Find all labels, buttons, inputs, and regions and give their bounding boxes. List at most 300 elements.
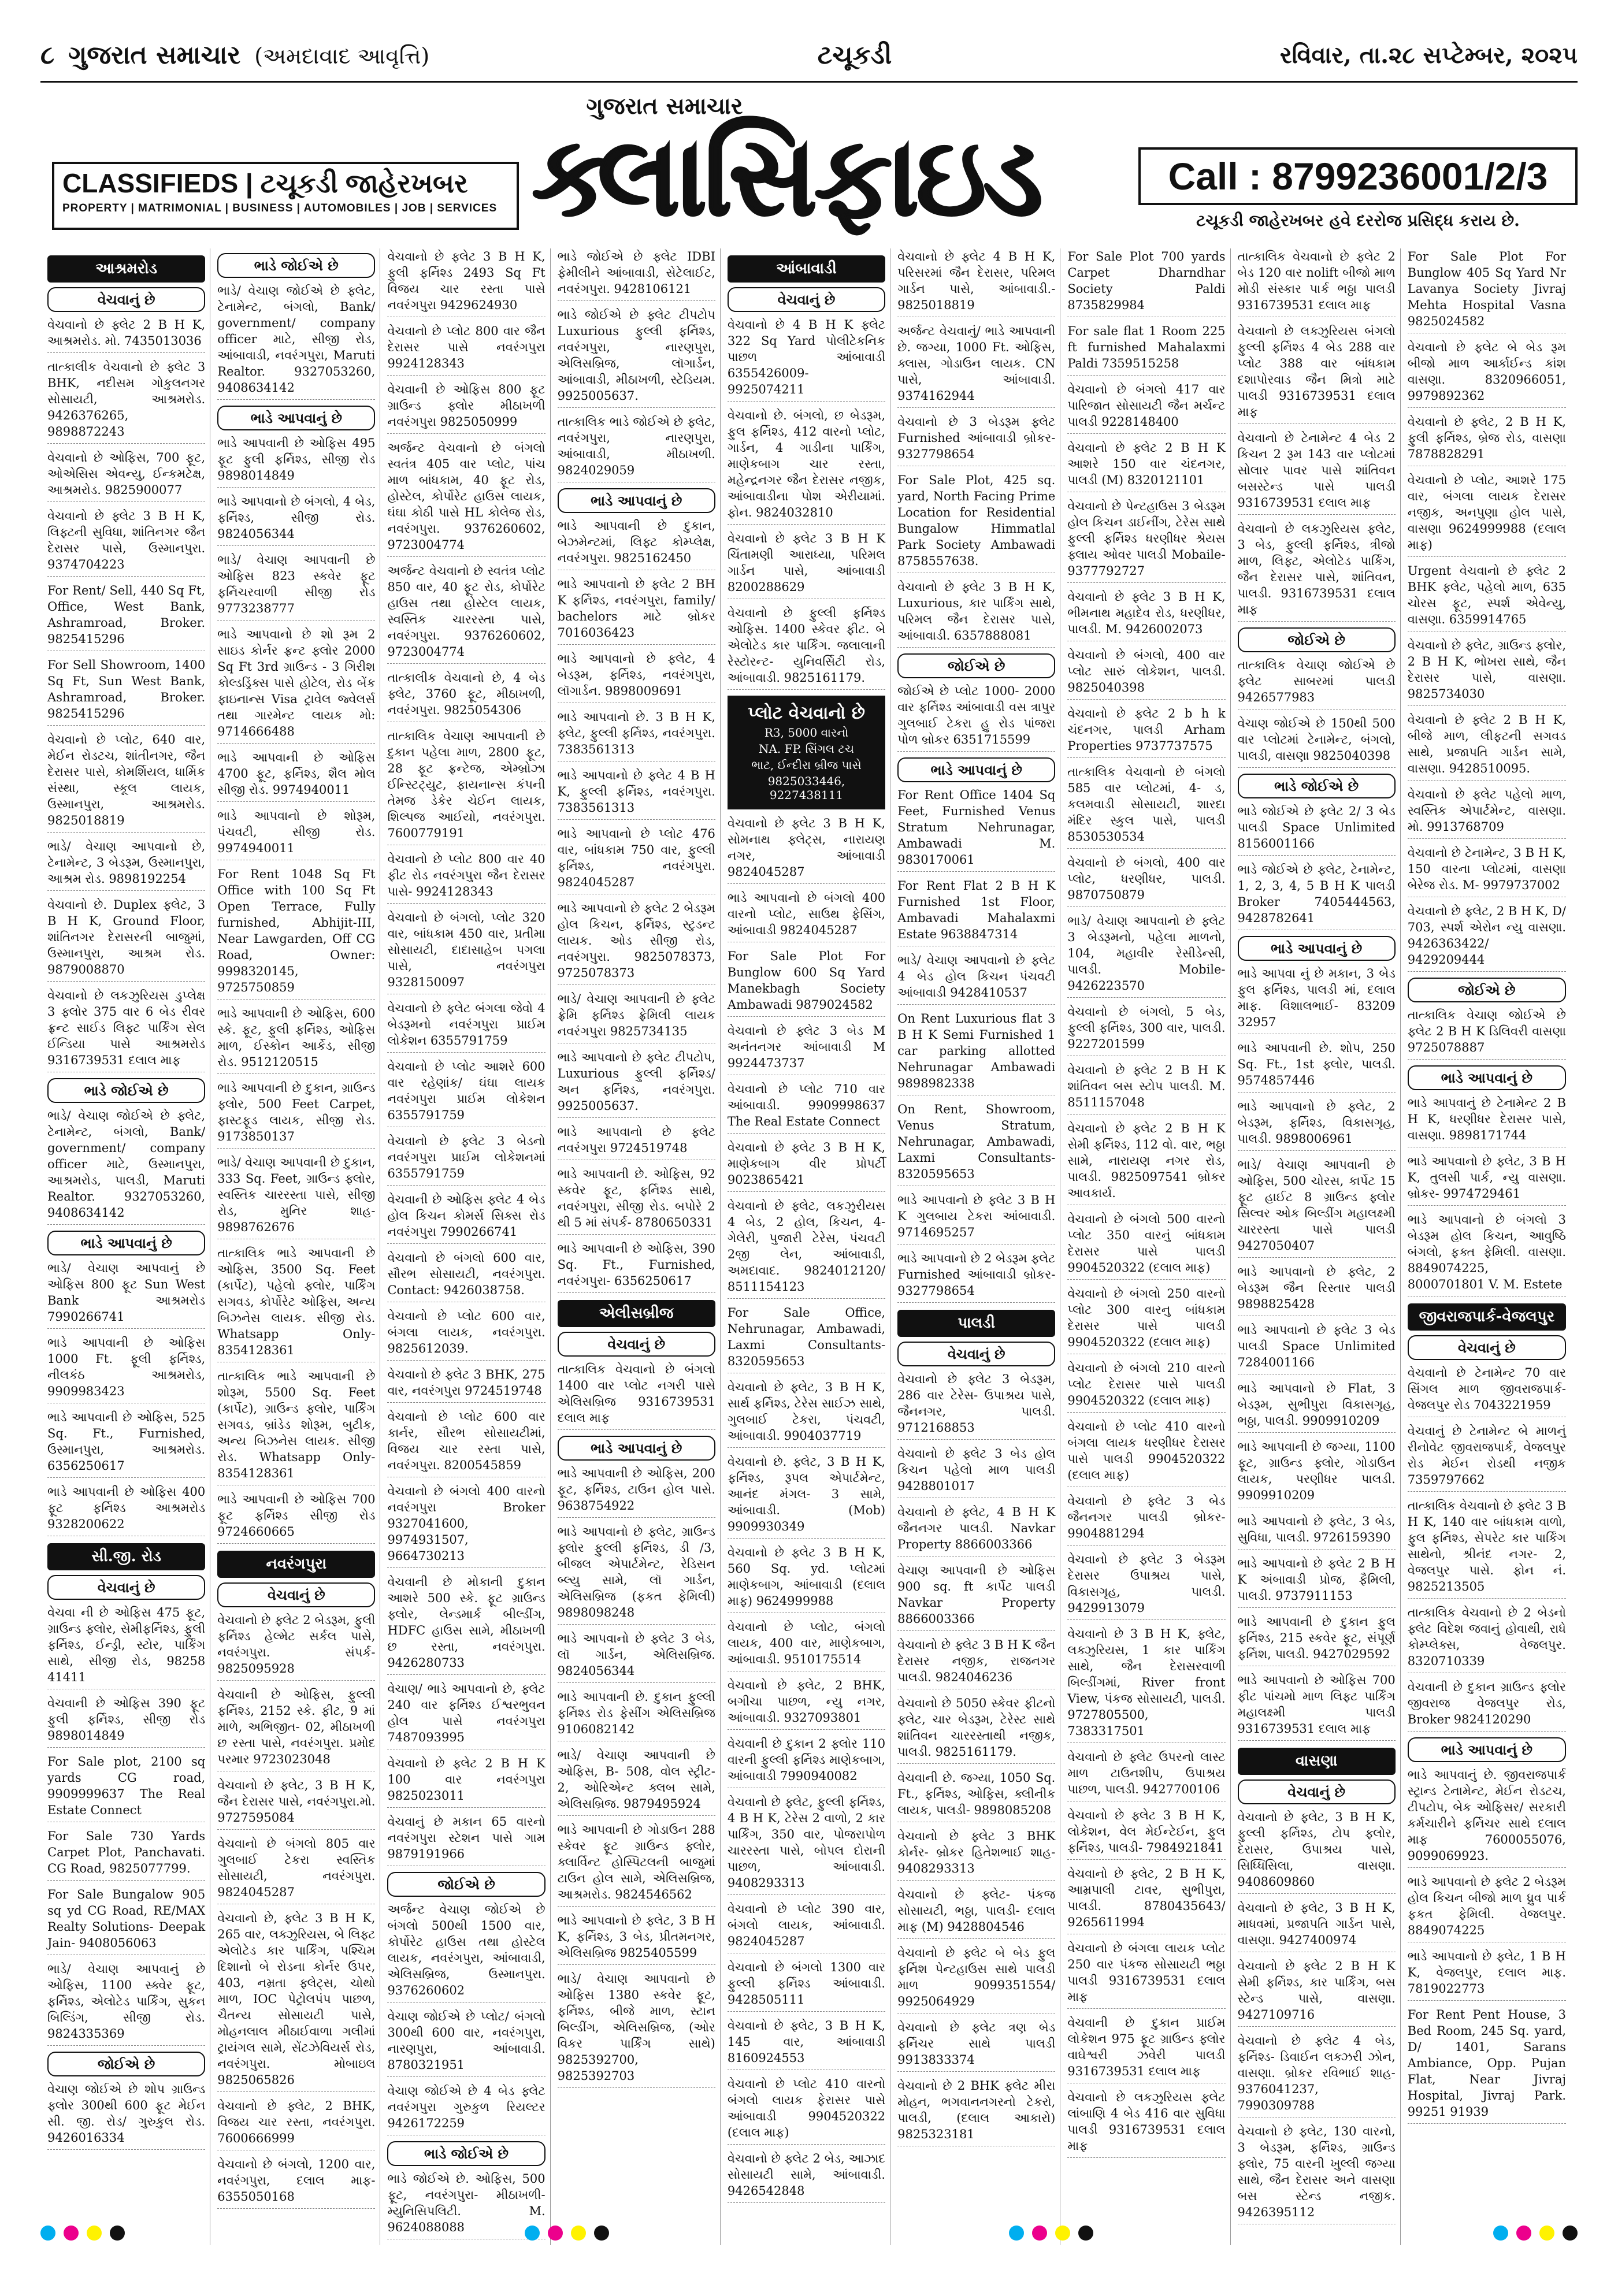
issue-date: રવિવાર, તા.૨૮ સપ્ટેમ્બર, ૨૦૨૫: [1279, 41, 1578, 69]
category-heading: જોઈએ છે: [387, 1872, 545, 1897]
category-heading: ભાડે આપવાનું છે: [558, 488, 715, 513]
classified-ad: અર્જન્ટ વેચવાનું/ ભાડે આપવાની છે. જગ્યા, 1000 Ft. ઓફિસ, ક્લાસ, ગોડાઉન લાયક. CN પાસે, આંબાવાડી. 9374162944: [897, 323, 1055, 408]
classified-ad: ભાડે આપવાની છે. દુકાન ફુલ્લી ફર્નિશ્ડ રોડ ફેસીંગ એલિસબ્રિજ 9106082142: [558, 1689, 715, 1741]
classified-ad: ભાડે/ વેચાણ જોઈએ છે ફ્લેટ, ટેનામેન્ટ, બંગલો, Bank/ government/ company officer માટે, સીજી રોડ, આંબાવાડી, નવરંગપુરા, Maruti Realtor. 9327053260, 9408634142: [217, 283, 375, 400]
classified-ad: ભાડે/ વેચાણ આપવાની છે ફ્લેટ ફ્રેમિ ફર્નિશ્ડ ફ્રેમિલી લાયક નવરંગપુરા 9825734135: [558, 991, 715, 1043]
classified-ad: વેચવાની છે દુકાન પ્રાઈમ લોકેશન 975 ફૂટ ગ્રાઉન્ડ ફ્લોર વાઘેશ્વરી ઝવેરી પાલડી 9316739531 દલાલ માફ: [1067, 2015, 1225, 2083]
classified-ad: ભાડે આપવાની છે ઓફિસ 700 ફૂટ ફર્નિશ્ડ સીજી રોડ 9724660665: [217, 1491, 375, 1544]
classified-ad: વેચવાનો છે લકઝુરિયસ ફ્લેટ, 3 બેડ, ફુલ્લી ફર્નિશ્ડ, ત્રીજો માળ, લિફ્ટ, એલોટેડ પાર્કિંગ, જૈન દેરાસર પાસે, શાંતિવન, પાલડી. 9316739531 દલાલ માફ: [1238, 521, 1396, 622]
location-heading: નવરંગપુરા: [217, 1551, 375, 1578]
classified-ad: વેચવાનો છે ફ્લેટ, 3 B H K, સાર્થ ફર્નિશ્ડ, ટેરેસ સાઈઝ સાથે, ગુલબાઈ ટેકરા, પંચવટી, આંબાવાડી. 9904037719: [728, 1379, 885, 1448]
page-number: ૮: [40, 40, 55, 70]
classified-ad: વેચવાનો છે ફ્લેટ, 3 B H K, ફુલ્લી ફર્નિશ્ડ, ટોપ ફ્લોર, દેરાસર, ઉપાશ્રય પાસે, સિધ્ધિસિલા, વાસણા. 9408609860: [1238, 1809, 1396, 1894]
classified-ad: વેચવાનો છે ફ્લેટ 3 B H K, સોમનાથ ફ્લેટ્સ, નારાયણ નગર, આંબાવાડી 9824045287: [728, 815, 885, 884]
registration-dot: [1493, 2226, 1508, 2241]
classified-ad: ભાડે આપવાનો છે ફ્લેટ, 2 બેડરૂમ, ફર્નિશ્ડ, વિકાસગૃહ, પાલડી. 9898006961: [1238, 1098, 1396, 1151]
classified-ad: For Sale Plot For Bunglow 405 Sq Yard Nr Lavanya Society Jivraj Mehta Hospital Vasna 9825024582: [1408, 248, 1566, 333]
classified-ad: For sale flat 1 Room 225 ft furnished Mahalaxmi Paldi 7359515258: [1067, 323, 1225, 376]
category-heading: ભાડે આપવાનું છે: [897, 757, 1055, 782]
classified-ad: વેચવાનો છે બંગલો, 400 વાર પ્લોટ, ધરણીધર, પાલડી. 9870750879: [1067, 855, 1225, 907]
classified-ad: વેચવાનો છે ફ્લેટ, 3 B H K, 145 વાર, આંબાવાડી 8160924553: [728, 2018, 885, 2070]
classified-ad: વેચવાનો છે ફ્લેટ 4 બેડ, ફર્નિશ્ડ- ડિવાઈન લક્ઝરી ઝોન, વાસણા. બ્રોકર રવિભાઈ શાહ- 9376041237, 7990309788: [1238, 2033, 1396, 2117]
classified-ad: On Rent Luxurious flat 3 B H K Semi Furnished 1 car parking allotted Nehrunagar Ambawadi 9898982338: [897, 1010, 1055, 1095]
classified-ad: ભાડે આપવાનો છે ફ્લેટ, ગ્રાઉન્ડ ફ્લોર ફુલ્લી ફર્નિશ્ડ, ડી /3, બીજલ એપાર્ટમેન્ટ, રેડિસન બ્લ્યુ સામે, લૉ ગાર્ડન, એલિસબ્રિજ (ફકત ફેમિલી) 9898098248: [558, 1524, 715, 1625]
classified-ad: ભાડે આપવાનો છે ફ્લેટ, 4 બેડરૂમ, ફર્નિશ્ડ, નવરંગપુરા, લૉગાર્ડન. 9898009691: [558, 651, 715, 703]
classified-ad: ભાડે આપવાની છે દુકાન, બેઝમેન્ટમાં, લિફ્ટ કોમ્પ્લેક્ષ, નવરંગપુરા. 9825162450: [558, 518, 715, 570]
classified-ad: તાત્કાલિક વેચાણ જોઈએ છે ફ્લેટ સાબરમાં પાલડી 9426577983: [1238, 657, 1396, 709]
classified-ad: ભાડે આપવાનો છે. 3 B H K, ફ્લેટ, ફુલ્લી ફર્નિશ્ડ, નવરંગપુરા. 7383561313: [558, 709, 715, 761]
column-4: [558, 248, 721, 2245]
classified-ad: વેચવાનો છે 2 BHK ફ્લેટ મીરા મોહન, ભગવાનનગરનો ટેકરો, પાલડી, (દલાલ આકારો) 9825323181: [897, 2078, 1055, 2146]
classified-ad: ભાડે આપવાની છે ગોડાઉન 288 સ્કેવર ફૂટ ગ્રાઉન્ડ ફ્લોર, ક્લાર્વિન્ટ હોસ્પિટલની બાજુમાં ટાઉન હોલ સામે, એલિસબ્રિજ, આશ્રમરોડ. 9824546562: [558, 1822, 715, 1907]
column-8: [1238, 248, 1401, 2245]
plot-sale-promo: [728, 696, 885, 809]
classified-ad: ભાડે/ વેચાણ આપવાની છે દુકાન, 333 Sq. Feet, ગ્રાઉન્ડ ફ્લોર, સ્વસ્તિક ચારરસ્તા પાસે, સીજી રોડ, મુનિર શાહ- 9898762676: [217, 1154, 375, 1239]
location-heading: આંબાવાડી: [728, 255, 885, 283]
classified-ad: વેચવાનો છે ફ્લેટ, 2 B H K, D/ 703, સ્પર્શ એરોન ન્યુ વાસણા. 9426363422/ 9429209444: [1408, 903, 1566, 972]
classified-ad: વેચવાનો છે ફ્લેટ, ફુલ્લી ફર્નિશ્ડ, 4 B H K, ટેરેસ 2 વાળો, 2 કાર પાર્કિંગ, 350 વાર, પોજરાપોળ ચારરસ્તા પાસે, બોપલ દોરાની પાછળ, આંબાવાડી. 9408293313: [728, 1794, 885, 1895]
call-note: ટચૂકડી જાહેરખબર હવે દરરોજ પ્રસિદ્ધ કરાય છે.: [1196, 211, 1520, 230]
classified-ad: વેચવાનો છે ફ્લેટ 2 B H K શાંતિવન બસ સ્ટોપ પાલડી. M. 8511157048: [1067, 1062, 1225, 1114]
masthead: [40, 29, 1578, 83]
column-1: [47, 248, 210, 2245]
classified-ad: વેચવાનો છે ટેનામેન્ટ 4 બેડ 2 કિચન 2 રૂમ 143 વાર પ્લોટમાં સોલાર પાવર પાસે શાંતિવન બસસ્ટેન્ડ પાસે પાલડી 9316739531 દલાલ માફ: [1238, 430, 1396, 515]
classified-ad: ભાડે આપવાનો છે ફ્લેટ, 3 B H K, ફર્નિશ્ડ, 3 બેડ, પ્રીતમનગર, એલિસબ્રિજ 9825405599: [558, 1912, 715, 1965]
classified-ad: વેચવાનો છે લક્ઝુરિયસ બંગલો ફુલ્લી ફર્નિશ્ડ 4 બેડ 288 વાર પ્લોટ 388 વાર બાંધકામ દશાપોરવાડ જૈન મિત્રો માટે પાલડી 9316739531 દલાલ માફ: [1238, 323, 1396, 424]
color-dots-center-left: [525, 2226, 609, 2241]
classified-ad: વેચવાની છે ઓફિસ 390 ફૂટ ફુલી ફર્નિશ્ડ, સીજી રોડ 9898014849: [47, 1695, 205, 1748]
classified-ad: વેચવાનો છે. ફ્લેટ, 3 B H K, ફર્નિશ્ડ, રૂપલ એપાર્ટમેન્ટ, આનંદ મંગલ- 3 સામે, આંબાવાડી. (Mob) 9909930349: [728, 1454, 885, 1539]
classified-ad: વેચવાનો છે ફ્લેટ 3 B H K, લિફ્ટની સુવિધા, શાંતિનગર જૈન દેરાસર પાસે, ઉસ્માનપુરા. 9374704223: [47, 508, 205, 577]
classified-ad: વેચવાનો છે ફ્લેટ, ગ્રાઉન્ડ ફ્લોર, 2 B H K, ભોખરા સાથે, જૈન દેરાસર પાસે, વાસણા. 9825734030: [1408, 637, 1566, 706]
classified-ad: વેચવાનો છે ફ્લેટ 3 બેડરૂમ, 286 વાર ટેરેસ- ઉપાશ્રય પાસે, જૈનનગર, પાલડી. 9712168853: [897, 1371, 1055, 1440]
category-heading: જોઈએ છે: [1238, 627, 1396, 652]
classified-ad: For Sale 730 Yards Carpet Plot, Panchavati. CG Road, 9825077799.: [47, 1828, 205, 1881]
classified-ad: વેચાણ આપવાની છે ઓફિસ 900 sq. ft કાર્પેટ પાલડી Navkar Property 8866003366: [897, 1562, 1055, 1631]
category-heading: વેચવાનું છે: [1408, 1335, 1566, 1360]
registration-dot: [110, 2226, 125, 2241]
classified-ad: For Sale Bungalow 905 sq yd CG Road, RE/MAX Realty Solutions- Deepak Jain- 9408056063: [47, 1886, 205, 1955]
promo-title: પ્લોટ વેચવાનો છે: [748, 703, 865, 723]
classified-ad: ભાડે આપવાનો છે ફ્લેટ, 1 B H K, વેજલપુર, દલાલ માફ. 7819022773: [1408, 1948, 1566, 2001]
classified-ad: વેચવાનો છે ફ્લેટ 3 B H K, માણેકબાગ વીર પ્રોપર્ટી 9023865421: [728, 1139, 885, 1192]
classified-ad: ભાડે આપવાનો છે ફ્લેટ, 2 બેડરૂમ જૈન રિસ્તાર પાલડી 9898825428: [1238, 1264, 1396, 1316]
promo-phone: 9825033446, 9227438111: [767, 774, 845, 802]
column-3: [387, 248, 550, 2245]
classified-ad: વેચવાનો છે પ્લોટ 600 વાર, બંગલા લાયક, નવરંગપુરા. 9825612039.: [387, 1308, 545, 1361]
classified-ad: તાત્કાલિક વેચવાનો છે ફ્લેટ 2 બેડ 120 વાર nolift બીજો માળ મોડી સંસ્કાર પાર્ક ભઠ્ઠા પાલડી 9316739531 દલાલ માફ: [1238, 248, 1396, 317]
classified-ad: વેચવાનો છે બંગલો 600 વાર, સૌરભ સોસાયટી, નવરંગપુરા. Contact: 9426038758.: [387, 1250, 545, 1302]
classified-ad: ભાડે/ વેચાણ આપવાની છે ઓફિસ, B- 508, વોલ સ્ટ્રીટ- 2, ઓરિએન્ટ ક્લબ સામે, એલિસબ્રિજ. 9879495924: [558, 1747, 715, 1816]
classified-ad: તાત્કાલીક વેચવાનો છે, 4 બેડ ફ્લેટ, 3760 ફૂટ, મીઠાખળી, નવરંગપુરા. 9825054306: [387, 670, 545, 722]
registration-dot: [87, 2226, 102, 2241]
classified-ad: વેચવાનો છે ફ્લેટ, 2 B H K, આમ્રપાલી ટાવર, સુભીપુરા, પાલડી. 8780435643/ 9265611994: [1067, 1866, 1225, 1934]
classified-ad: For Sale plot, 2100 sq yards CG road, 9909999637 The Real Estate Connect: [47, 1753, 205, 1822]
classified-ad: વેચવાનો છે ફ્લેટ 2 B H K 100 વાર નવરંગપુરા 9825023011: [387, 1755, 545, 1808]
classified-ad: વેચવાનો છે ફ્લેટ 2 B H K આશરે 150 વાર ચંદનગર, પાલડી (M) 8320121101: [1067, 440, 1225, 492]
classified-ad: ભાડે આપવાની છે જગ્યા, 1100 ફૂટ, ગ્રાઉન્ડ ફ્લોર, ગોડાઉન લાયક, પરણીધર પાલડી. 9909910209: [1238, 1439, 1396, 1507]
classified-ad: ભાડે જોઈએ છે ફ્લેટ, ટેનામેન્ટ, 1, 2, 3, 4, 5 B H K પાલડી Broker 7405444563, 9428782641: [1238, 861, 1396, 930]
call-box: [1138, 147, 1578, 231]
classified-ad: વેચવાનો છે પ્લોટ, 640 વાર, મેઈન રોડટચ, શાંતીનગર, જૈન દેરાસર પાસે, કોમર્શિયલ, ધાર્મિક સંસ્થા, સ્કૂલ લાયક, ઉસ્માનપુરા, આશ્રમરોડ. 9825018819: [47, 731, 205, 833]
classified-ad: વેચવાનો છે ફ્લેટ ત્રણ બેડ ફર્નિચર સાથે પાલડી 9913833374: [897, 2019, 1055, 2072]
category-heading: ભાડે જોઈએ છે: [1238, 774, 1396, 798]
classified-ad: ભાડે આપવાનો છે ઓફિસ 700 ફીટ પાંચમો માળ લિફ્ટ પાર્કિંગ મહાલક્ષ્મી પાલડી 9316739531 દલાલ માફ: [1238, 1672, 1396, 1741]
classified-ad: વેચવાનો છે. બંગલો, છ બેડરૂમ, ફુલ ફર્નિશ્ડ, 412 વારનો પ્લોટ, ગાર્ડન, 4 ગાડીના પાર્કિંગ, માણેકબાગ ચાર રસ્તા, મહેન્દ્રનગર જૈન દેરાસર નજીક, આંબાવાડીના પોશ એરીયામાં. ફોન. 9824032810: [728, 407, 885, 525]
brand-logo-small: ગુજરાત સમાચાર: [586, 92, 743, 120]
classified-ad: વેચવાનો છે બંગલો 250 વારનો પ્લોટ 300 વારનુ બાંધકામ દેરાસર પાસે પાલડી 9904520322 (દલાલ માફ): [1067, 1286, 1225, 1354]
category-heading: જોઈએ છે: [1408, 978, 1566, 1002]
classified-ad: ભાડે/ વેચાણ આપવાનો છે, ટેનામેન્ટ, 3 બેડરૂમ, ઉસ્માનપુરા, આશ્રમ રોડ. 9898192254: [47, 838, 205, 891]
classified-ad: વેચવાનો છે પ્લોટ 410 વારનો બંગલા લાયક ધરણીધર દેરાસર પાસે પાલડી 9904520322 (દલાલ માફ): [1067, 1418, 1225, 1487]
classified-ad: ભાડે/ વેચાણ આપવાનું છે ઓફિસ 800 ફૂટ Sun West Bank આશ્રમરોડ 7990266741: [47, 1260, 205, 1329]
section-name: ટચૂકડી: [817, 40, 892, 70]
classified-ad: તાત્કાલિક વેચવાનો છે બંગલો 1400 વાર પ્લોટ નગરી પાસે એલિસબ્રિજ 9316739531 દલાલ માફ: [558, 1361, 715, 1430]
classifieds-heading: CLASSIFIEDS | ટચૂકડી જાહેરખબર: [62, 168, 468, 198]
classified-ad: For Rent Office 1404 Sq Feet, Furnished Venus Stratum Nehrunagar, Ambawadi M. 9830170061: [897, 787, 1055, 872]
category-heading: ભાડે જોઈએ છે: [387, 2141, 545, 2166]
classified-ad: વેચવાનો છે ફ્લેટ પહેલો માળ, સ્વસ્તિક એપાર્ટમેન્ટ, વાસણા. મો. 9913768709: [1408, 786, 1566, 839]
classified-ad: વેચવાનો છે ફ્લેટ 2 B H K સેમી ફર્નિશ્ડ, કાર પાર્કિંગ, બસ સ્ટેન્ડ પાસે, વાસણા. 9427109716: [1238, 1958, 1396, 2027]
classified-ad: તાત્કાલિક વેચવાનો છે ફ્લેટ 3 B H K, 140 વાર બાંધકામ વાળો, ફુલ ફર્નિશ્ડ, સેપરેટ કાર પાર્કિંગ સાથેનો, શ્રીનંદ નગર- 2, વેજલપુર પાસે. ફોન નં. 9825213505: [1408, 1498, 1566, 1599]
classified-ad: ભાડે આપવાનો છે પ્લોટ 476 વાર, બાંધકામ 750 વાર, ફુલ્લી ફર્નિશ્ડ, નવરંગપુરા. 9824045287: [558, 826, 715, 894]
classified-ad: વેચવાનો છે ફ્લેટ 3 બેડનો નવરંગપુરા પ્રાઈમ લોકેશનમાં 6355791759: [387, 1133, 545, 1186]
classified-ad: વેચવાનો છે ફ્લેટ 2 B H K, બીજે માળ, લીફટની સગવડ સાથે, પ્રજાપતિ ગાર્ડન સામે, વાસણા. 9428510095.: [1408, 712, 1566, 781]
classified-ad: વેચવાની છે દુકાન 2 ફ્લોર 110 વારની ફુલ્લી ફર્નિશ્ડ માણેકબાગ, આંબાવાડી 7990940082: [728, 1736, 885, 1788]
classified-ad: વેચવાનો છે ફ્લેટ 3 B H K ચિંતામણી આરાધ્યા, પરિમલ ગાર્ડન પાસે, આંબાવાડી 8200288629: [728, 530, 885, 599]
classified-ad: વેચવાનો છે ફ્લેટ 3 B H K, 560 Sq. yd. પ્લોટમાં માણેકબાગ, આંબાવાડી (દલાલ માફ) 9624999988: [728, 1544, 885, 1613]
classified-ad: વેચવાનો છે ફ્લેટ 3 B H K, લોકેશન, વેલ મેઈન્ટેઈન, ફુલ ફર્નિશ્ડ, પાલડી- 7984921841: [1067, 1807, 1225, 1860]
classified-ad: For Sale Office, Nehrunagar, Ambawadi, Laxmi Consultants- 8320595653: [728, 1305, 885, 1373]
classified-ad: ભાડે આપવાનો છે ફ્લેટ ટીપટોપ, Luxurious ફુલ્લી ફર્નિશ્ડ/ અન ફર્નિશ્ડ, નવરંગપુરા. 9925005637.: [558, 1049, 715, 1118]
classified-ad: તાત્કાલિક વેચવાનો છે બંગલો 585 વાર પ્લોટમાં, 4- ડ, કલમવાડી સોસાયટી, શારદા મંદિર સ્કુલ પાસે, પાલડી 8530530534: [1067, 764, 1225, 849]
classified-ad: વેચવાની છે મોકાની દુકાન આશરે 500 સ્કે. ફૂટ ગ્રાઉન્ડ ફ્લોર, લેન્ડમાર્ક બીલ્ડીંગ, HDFC હાઉસ સામે, મીઠાખળી છ રસ્તા, નવરંગપુરા. 9426280733: [387, 1574, 545, 1675]
classified-ad: વેચવાનો છે ફ્લેટ 2 B H K સેમી ફર્નિશ્ડ, 112 વો. વાર, ભઠ્ઠા સામે, નારાયણ નગર રોડ, પાલડી. 9825097541 બ્રોકર આવકાર્ય.: [1067, 1120, 1225, 1205]
classified-ad: વેચવાનો છે બંગલો, પ્લોટ 320 વાર, બાંધકામ 450 વાર, પ્રતીમા સોસાયટી, દાદાસાહેબ પગલા પાસે, નવરંગપુરા 9328150097: [387, 909, 545, 994]
classified-ad: વેચવાનો છે લકઝુરિયસ ફ્લેટ લાંબાણિ 4 બેડ 416 વાર સુવિધા પાલડી 9316739531 દલાલ માફ: [1067, 2089, 1225, 2158]
classified-ad: ભાડે આપવાનો છે 2 બેડરૂમ ફ્લેટ Furnished આંબાવાડી બ્રોકર- 9327798654: [897, 1250, 1055, 1303]
classified-ad: ભાડે આપવાનો છે બંગલો, 4 બેડ, ફર્નિશ્ડ, સીજી રોડ. 9824056344: [217, 493, 375, 546]
classified-ad: વેચવાનું છે ટેનામેન્ટ બે માળનું રીનોવેટ જીવરાજપાર્ક, વેજલપુર રોડ મેઈન રોડથી નજીક 7359797662: [1408, 1423, 1566, 1492]
classified-ad: ભાડે આપવાનો છે ફ્લેટ 3 બેડ પાલડી Space Unlimited 7284001166: [1238, 1322, 1396, 1374]
classified-ad: વેચવાનો છે ટેનામેન્ટ 70 વાર સિંગલ માળ જીવરાજપાર્ક- વેજલપુર રોડ 7043221959: [1408, 1365, 1566, 1417]
classified-ad: તાત્કાલિક ભાડે આપવાની છે શોરૂમ, 5500 Sq. Feet (કાર્પેટ), ગ્રાઉન્ડ ફ્લોર, પાર્કિંગ સગવડ, બ્રાંડેડ શોરૂમ, બુટીક, અન્ય બિઝનેસ લાયક. સીજી રોડ. Whatsapp Only- 8354128361: [217, 1368, 375, 1485]
classified-ad: વેચવાનો છે ફ્લેટ, લકઝુરીયસ 4 બેડ, 2 હોલ, કિચન, 4- ગેલેરી, પુજારી ટેરેસ, પંચવટી 2જી લેન, આંબાવાડી, અમદાવાદ. 9824012120/ 8511154123: [728, 1198, 885, 1299]
category-heading: ભાડે આપવાનું છે: [1238, 936, 1396, 961]
classified-ad: ભાડે આપવાનો છે ફ્લેટ 2 B H K અંબાવાડી પ્રોજ, ફૈમિલી, પાલડી. 9737911153: [1238, 1555, 1396, 1608]
classified-ad: For Sale Plot, 425 sq. yard, North Facing Prime Location for Residential Bungalow Himmatlal Park Society Ambawadi 8758557638.: [897, 472, 1055, 573]
classified-ad: વેચવાનો છે લકઝુરિયસ ડુપ્લેક્ષ 3 ફ્લોર 375 વાર 6 બેડ રીવર ફ્રન્ટ સાઈડ લિફ્ટ પાર્કિંગ સેલ ઈન્ડિયા પાસે આશ્રમરોડ 9316739531 દલાલ માફ: [47, 987, 205, 1072]
classified-ad: વેચાણ જોઈએ છે શોપ ગ્રાઉન્ડ ફ્લોર 300થી 600 ફૂટ મેઈન સી. જી. રોડ/ ગુરુકુલ રોડ. 9426016334: [47, 2081, 205, 2150]
classified-ad: ભાડે આપવાની છે. શોપ, 250 Sq. Ft., 1st ફ્લોર, પાલડી. 9574857446: [1238, 1040, 1396, 1093]
classified-ad: વેચાણ જોઈએ છે પ્લોટ/ બંગલો 300થી 600 વાર, નવરંગપુરા, નારણપુરા, આંબાવાડી. 8780321951: [387, 2008, 545, 2077]
call-number: Call : 8799236001/2/3: [1138, 147, 1578, 205]
category-heading: ભાડે આપવાનું છે: [1408, 1737, 1566, 1762]
classified-ad: ભાડે/ વેચાણ આપવાનું છે ઓફિસ, 1100 સ્ક્વેર ફૂટ, ફર્નિશ્ડ, એલોટેડ પાર્કિંગ, સુકન બિલ્ડિંગ, સીજી રોડ. 9824335369: [47, 1961, 205, 2046]
classifieds-box: [52, 162, 519, 230]
classified-ad: તાત્કાલિક ભાડે આપવાની છે ઓફિસ, 3500 Sq. Feet (કાર્પેટ), પહેલો ફ્લોર, પાર્કિંગ સગવડ, કોર્પોરેટ ઓફિસ, અન્ય બિઝનેસ લાયક. સીજી રોડ. Whatsapp Only- 8354128361: [217, 1245, 375, 1362]
location-heading: આશ્રમરોડ: [47, 255, 205, 283]
classified-ad: ભાડે આપવાનો છે ફ્લેટ, 3 બેડ, સુવિધા, પાલડી. 9726159390: [1238, 1513, 1396, 1550]
category-heading: વેચવાનું છે: [728, 287, 885, 312]
category-heading: ભાડે જોઈએ છે: [47, 1078, 205, 1103]
classified-ad: For Rent Flat 2 B H K Furnished 1st Floor, Ambavadi Mahalaxmi Estate 9638847314: [897, 878, 1055, 946]
classified-ad: For Rent/ Sell, 440 Sq Ft, Office, West Bank, Ashramroad, Broker. 9825415296: [47, 582, 205, 651]
classified-ad: ભાડે આપવાનો છે ફ્લેટ 4 B H K, ફુલ્લી ફર્નિશ્ડ, નવરંગપુરા. 7383561313: [558, 767, 715, 820]
classified-ad: વેચવાનો છે પ્લોટ 600 વાર કાર્નર, સૌરભ સોસાયટીમાં, વિજય ચાર રસ્તા પાસે, નવરંગપુરા. 8200545859: [387, 1409, 545, 1477]
classified-ad: ભાડે આપવાની છે દુકાન, ગ્રાઉન્ડ ફ્લોર, 500 Feet Carpet, ફાસ્ટફૂડ લાયક, સીજી રોડ. 9173850137: [217, 1080, 375, 1149]
promo-line3: ભાટ, ઈન્દીરા બ્રીજ પાસે: [751, 758, 862, 772]
category-heading: જોઈએ છે: [897, 653, 1055, 678]
classified-ad: ભાડે આપવાનો છે બંગલો 400 વારનો પ્લોટ, સાઉથ ફેસિંગ, આંબાવાડી 9824045287: [728, 890, 885, 942]
classified-ad: ભાડે આપવાનો છે ફ્લેટ 2 BH K ફર્નિશ્ડ, નવરંગપુરા, family/ bachelors માટે બ્રોકર 7016036423: [558, 576, 715, 645]
color-dots-left: [40, 2226, 125, 2241]
location-heading: સી.જી. રોડ: [47, 1543, 205, 1570]
classified-ad: ભાડે/ વેચાણ આપવાનો છે ઓફિસ 1380 સ્કવેર ફૂટ, ફર્નિશ્ડ, બીજે માળ, સ્ટાન બિલ્ડીંગ, એલિસબ્રિજ, (ઓર વિકર પાર્કિંગ સાથે) 9825392700, 9825392703: [558, 1971, 715, 2088]
classified-ad: For Rent 1048 Sq Ft Office with 100 Sq Ft Open Terrace, Fully furnished, Abhijit-III, Near Lawgarden, Off CG Road, Owner: 9998320145, 9725750859: [217, 866, 375, 1000]
classified-ad: વેચવાનો છે પ્લોટ 410 વારનો બંગલો લાયક ફેરાસર પાસે આંબાવાડી 9904520322 (દલાલ માફ): [728, 2076, 885, 2145]
classified-ad: ભાડે જોઈએ છે ફ્લેટ ટીપટોપ Luxurious ફુલ્લી ફર્નિશ્ડ, નવરંગપુરા, નારણપુરા, એલિસબ્રિજ, લૉગાર્ડન, આંબાવાડી, મીઠાખળી, સ્ટેડિયમ. 9925005637.: [558, 307, 715, 408]
category-heading: ભાડે આપવાનું છે: [1408, 1065, 1566, 1090]
column-2: [217, 248, 380, 2245]
classified-ad: ભાડે/ વેચાણ જોઈએ છે ફ્લેટ, ટેનામેન્ટ, બંગલો, Bank/ government/ company officer માટે, ઉસ્માનપુરા, આશ્રમરોડ, પાલડી, Maruti Realtor. 9327053260, 9408634142: [47, 1108, 205, 1225]
classified-ad: વેચવાનો છે ફ્લેટ, 130 વારનો, 3 બેડરૂમ, ફર્નિશ્ડ, ગ્રાઉન્ડ ફ્લોર, 75 વારની ખુલ્લી જગ્યા સાથે, જૈન દેરાસર અને વાસણા બસ સ્ટેન્ડ નજીક. 9426395112: [1238, 2123, 1396, 2224]
classified-ad: વેચવાની છે ઓફિસ 800 ફૂટ ગ્રાઉન્ડ ફ્લોર મીઠાખળી નવરંગપુરા 9825050999: [387, 381, 545, 434]
classified-ad: વેચવાનો છે બંગલો 417 વાર પારિજાત સોસાયટી જૈન મર્ચન્ટ પાલડી 9228148400: [1067, 381, 1225, 434]
classified-title: ક્લાસિફાઇડ: [532, 112, 1040, 240]
classified-ad: Urgent વેચવાનો છે ફ્લેટ 2 BHK ફ્લેટ, પહેલો માળ, 635 ચોરસ ફૂટ, સ્પર્શ એવેન્યુ, વાસણા. 6359914765: [1408, 563, 1566, 631]
registration-dot: [1055, 2226, 1070, 2241]
registration-dot: [594, 2226, 609, 2241]
classified-ad: વેચવાનો છે ટેનામેન્ટ, 3 B H K, 150 વારના પ્લોટમાં, વાસણા બેરેજ રોડ. M- 9979737002: [1408, 845, 1566, 897]
classified-ad: વેચવાનો છે ફ્લેટ ઉપરનો લાસ્ટ માળ ટાઉનશીપ, ઉપાશ્રય પાછળ, પાલડી. 9427700106: [1067, 1749, 1225, 1801]
classified-ad: For Sale Plot For Bunglow 600 Sq Yard Manekbagh Society Ambawadi 9879024582: [728, 948, 885, 1017]
classified-ad: વેચવાનો છે ફ્લેટ 3 બેડ હોલ કિચન પહેલો માળ પાલડી 9428801017: [897, 1446, 1055, 1498]
color-dots-right: [1493, 2226, 1578, 2241]
classified-ad: તાત્કાલિક વેચાણ જોઈએ છે ફ્લેટ 2 B H K ડિલિવરી વાસણા 9725078887: [1408, 1007, 1566, 1060]
classified-ad: વેચવાનો છે બંગલો 400 વારનો નવરંગપુરા Broker 9327041600, 9974931507, 9664730213: [387, 1483, 545, 1568]
classified-ad: વેચાણ જોઈએ છે 150થી 500 વાર પ્લોટમાં ટેનામેન્ટ, બંગલો, પાલડી, વાસણા 9825040398: [1238, 715, 1396, 768]
edition-name: (અમદાવાદ આવૃત્તિ): [254, 43, 430, 69]
classified-ad: વેચવાનો છે પ્લોટ, આશરે 175 વાર, બંગલા લાયક દેરાસર નજીક, અનપુણા હોલ પાસે, વાસણા 9624999988 (દલાલ માફ): [1408, 472, 1566, 557]
classified-ad: ભાડે આપવાની છે ઓફિસ, 525 Sq. Ft., Furnished, ઉસ્માનપુરા, આશ્રમરોડ. 6356250617: [47, 1409, 205, 1478]
classified-ad: ભાડે આપવાનો છે શો રૂમ 2 સાઇડ કોર્નર ફ્રન્ટ ફ્લોર 2000 Sq Ft 3rd ગ્રાઉન્ડ - 3 ગિરીશ કોલ્ડડ્રિંક્સ પાસે હોટેલ, રોડ બેંક ફાઇનાન્સ Visa ટ્રાવેલ જ્વેલર્સ તથા ગારમેન્ટ લાયક મો: 9714666488: [217, 626, 375, 744]
classified-ad: વેચવાનો છે બંગલો, 5 બેડ, ફુલ્લી ફર્નિશ્ડ, 300 વાર, પાલડી. 9227201599: [1067, 1004, 1225, 1056]
classified-ad: ભાડે આપવાની છે ઓફિસ 1000 Ft. ફૂલી ફર્નિશ્ડ, નીલકંઠ આશ્રમરોડ, 9909983423: [47, 1335, 205, 1403]
registration-dot: [1539, 2226, 1554, 2241]
classified-ad: ભાડે/ વેચાણ આપવાનો છે ફ્લેટ 3 બેડરૂમનો, પહેલા માળનો, 104, મહાવીર રેસીડેન્સી, પાલડી. Mobile- 9426223570: [1067, 913, 1225, 998]
category-heading: વેચવાનું છે: [558, 1332, 715, 1357]
classified-ad: વેચવાનો છે, ફ્લેટ 3 B H K, 265 વાર, લક્ઝુરિયસ, બે લિફ્ટ એલોટેડ કાર પાર્કિંગ, પશ્ચિમ દિશાનો બે રોડના કોર્નર ઉપર, 403, નમ્રતા ફ્લેટ્સ, ચોથો માળ, IOC પેટ્રોલપંપ પાછળ, ચૈતન્ય સોસાયટી પાસે, મોહનલાલ મીઠાઈવાળા ગલીમાં ટ્રાયંગલ સામે, સેંટઝેવિયર્સ રોડ, નવરંગપુરા. મોબાઇલ 9825065826: [217, 1910, 375, 2092]
classified-ad: વેચવાનો છે ફ્લેટ 3 બેડ M અનંતનગર આંબાવાડી M 9924473737: [728, 1023, 885, 1075]
classified-ad: ભાડે જોઈએ છે ફ્લેટ IDBI ફેમીલીને આંબાવાડી, સેટેલાઈટ, નવરંગપુરા. 9428106121: [558, 248, 715, 301]
classified-ad: વેચવાનો છે પ્લોટ 390 વાર, બંગલો લાયક, આંબાવાડી. 9824045287: [728, 1901, 885, 1953]
classified-ad: વેચવાનો છે ફ્લેટ 2 બેડ, આઝાદ સોસાયટી સામે, આંબાવાડી. 9426542848: [728, 2150, 885, 2203]
registration-dot: [1009, 2226, 1024, 2241]
registration-dot: [525, 2226, 540, 2241]
classified-ad: વેચવાનો છે પેન્ટહાઉસ 3 બેડરૂમ હોલ કિચન ડાઈનીંગ, ટેરેસ સાથે ફુલ્લી ફર્નિશ્ડ ધરણીધર શ્રેયસ ફ્લાય ઓવર પાલડી Mobaile- 9377792727: [1067, 498, 1225, 583]
classified-ad: વેચવાનું છે મકાન 65 વારનો નવરંગપુરા સ્ટેશન પાસે ગામ 9879191966: [387, 1814, 545, 1866]
paper-name: ગુજરાત સમાચાર: [68, 40, 241, 70]
classified-ad: ભાડે આપવાનું છે. જીવરાજપાર્ક સ્ટ્રાન્ડ ટેનામેન્ટ, મેઈન રોડટચ, ટીપટોપ, બેક ઓફિસર/ સરકારી કર્મચારીને ફર્નિચર સાથે દલાલ માફ 7600055076, 9099069923.: [1408, 1767, 1566, 1868]
registration-dot: [64, 2226, 79, 2241]
classified-ad: વેચવાનો છે ફ્લેટ 4 B H K, પરિસરમાં જૈન દેરાસર, પરિમલ ગાર્ડન પાસે, આંબાવાડી.- 9825018819: [897, 248, 1055, 317]
category-heading: વેચવાનું છે: [47, 1575, 205, 1600]
classified-ad: ભાડે આપવાનો છે ફ્લેટ 3 B H K ગુલબાય ટેકરા આંબાવાડી. 9714695257: [897, 1192, 1055, 1244]
classified-ad: વેચવાની છે દુકાન ગ્રાઉન્ડ ફ્લોર જીવરાજ વેજલપુર રોડ, Broker 9824120290: [1408, 1679, 1566, 1732]
classified-ad: વેચવાનો છે પ્લોટ આશરે 600 વાર રહેણાંક/ ઘંઘા લાયક નવરંગપુરા પ્રાઈમ લોકેશન 6355791759: [387, 1058, 545, 1127]
classified-ad: ભાડે આપવાનો છે ફ્લેટ, 3 B H K, તુલસી પાર્ક, ન્યુ વાસણા. બ્રોકર- 9974729461: [1408, 1153, 1566, 1206]
classified-ad: વેચવાનો છે પ્લોટ 800 વાર 40 ફીટ રોડ નવરંગપુરા જૈન દેરાસર પાસે- 9924128343: [387, 851, 545, 904]
classified-ad: ભાડે/ વેચાણ આપવાની છે ઓફિસ, 500 ચોરસ, કાર્પેટ 15 ફૂટ હાઈટ 8 ગ્રાઉન્ડ ફ્લોર સિલ્વર ઓક બિલ્ડીંગ મહાલક્ષ્મી ચારરસ્તા પાસે પાલડી 9427050407: [1238, 1157, 1396, 1258]
location-heading: એલીસબ્રીજ: [558, 1300, 715, 1327]
classified-ad: વેચવાનો છે બંગલો 500 વારનો પ્લોટ 350 વારનું બાંધકામ દેરાસર પાસે પાલડી 9904520322 (દલાલ માફ): [1067, 1211, 1225, 1280]
registration-dot: [40, 2226, 55, 2241]
classified-ad: વેચવાનો છે ફ્લેટ, 2 B H K, ફુલી ફર્નિશ્ડ, બ્રેજ રોડ, વાસણા 7878828291: [1408, 414, 1566, 466]
classified-ad: ભાડે આપવાની છે ઓફિસ, 390 Sq. Ft., Furnished, નવરંગપુરા- 6356250617: [558, 1240, 715, 1293]
classified-ad: વેચવાનો છે ફ્લેટ, 3 B H K, જૈન દેરાસર પાસે, નવરંગપુરા.મો. 9727595084: [217, 1777, 375, 1830]
classified-ad: વેચવાનો છે ફ્લેટ 2 b h k ચંદનગર, પાલડી Arham Properties 9737737575: [1067, 705, 1225, 758]
promo-line1: R3, 5000 વારનો: [764, 726, 849, 740]
color-dots-center-right: [1009, 2226, 1093, 2241]
classified-ad: વેચવાની છે ઓફિસ, ફુલ્લી ફર્નિશ્ડ, 2152 સ્કે. ફીટ, 9 માં માળે, અભિજીત- 02, મીઠાખળી છ રસ્તા પાસે, નવરંગપુરા. પ્રમોદ પરમાર 9723023048: [217, 1686, 375, 1771]
classified-ad: ભાડે આપવાની છે ઓફિસ, 600 સ્કે. ફૂટ, ફુલી ફર્નિશ્ડ, ઓફિસ માળ, ઈસ્કોન આર્કેડ, સીજી રોડ. 9512120515: [217, 1005, 375, 1074]
classified-ad: વેચવાનો છે ફ્લેટ 3 બેડરૂમ દેરાસર ઉપાશ્રય પાસે, વિકાસગૃહ, પાલડી. 9429913079: [1067, 1551, 1225, 1620]
masthead-left: [40, 40, 429, 70]
classifieds-banner: [40, 92, 1578, 243]
classified-ad: ભાડે આપવાનો છે બંગલો 3 બેડરૂમ હોલ કિચન, આવુષ્ઠિ બંગલો, ફક્ત ફેમિલી. વાસણા. 8849074225, 8000701801 V. M. Estete: [1408, 1212, 1566, 1296]
registration-dot: [548, 2226, 563, 2241]
classified-ad: વેચાણ જોઈએ છે 4 બેડ ફ્લેટ નવરંગપુરા ગુરુકુળ રિયલ્ટર 9426172259: [387, 2083, 545, 2135]
classified-ad: વેચવાનો છે ફ્લેટ 3 BHK, 275 વાર, નવરંગપુરા 9724519748: [387, 1366, 545, 1403]
classifieds-categories: PROPERTY | MATRIMONIAL | BUSINESS | AUTOMOBILES | JOB | SERVICES: [62, 202, 498, 214]
classified-ad: તાત્કાલીક વેચવાનો છે ફ્લેટ 3 BHK, નદીસમ ગોકુલનગર સોસાયટી, આશ્રમરોડ. 9426376265, 9898872243: [47, 359, 205, 444]
classified-ad: વેચવાનો છે ફ્લેટ, 4 B H K જૈનનગર પાલડી. Navkar Property 8866003366: [897, 1504, 1055, 1556]
column-7: [1067, 248, 1230, 2245]
category-heading: ભાડે આપવાનું છે: [47, 1231, 205, 1255]
classified-ad: વેચવાનો છે બંગલો 805 વાર ગુલબાઈ ટેકરા સ્વસ્તિક સોસાયટી, નવરંગપુરા. 9824045287: [217, 1836, 375, 1904]
classified-ad: વેચવાનો છે ફ્લેટ 3 B H K, ફુલી ફર્નિશ્ડ 2493 Sq Ft વિજય ચાર રસ્તા પાસે નવરંગપુરા 9429624930: [387, 248, 545, 317]
classified-ad: વેચાણ/ ભાડે આપવાનો છે, ફ્લેટ 240 વાર ફર્નિશ્ડ ઈશ્વરભુવન હોલ પાસે નવરંગપુરા 7487093995: [387, 1681, 545, 1749]
classified-columns: [47, 248, 1571, 2234]
classified-ad: વેચવાનો છે ફ્લેટ બે બેડ ફુલ ફર્નિશ પેન્ટહાઉસ સાથે પાલડી માળ 9099351554/ 9925064929: [897, 1945, 1055, 2013]
classified-ad: ભાડે/ વેચાણ આપવાની છે ઓફિસ 823 સ્કવેર ફૂટ ફર્નિચરવાળી સીજી રોડ 9773238777: [217, 552, 375, 621]
classified-ad: ભાડે આપવાની છે ઓફિસ 400 ફૂટ ફર્નિશ્ડ આશ્રમરોડ 9328200622: [47, 1484, 205, 1536]
classified-ad: તાત્કાલિક વેચાણ આપવાની છે દુકાન પહેલા માળ, 2800 ફૂટ, 28 ફૂટ ફ્રન્ટેજ, એમ્બ્રોઝા ઈન્સ્ટિટ્યુટ, ફાયનાન્સ કંપની તેમજ ડેકેર ચેઈન લાયક, શિલ્પજ આઈયો, નવરંગપુરા. 7600779191: [387, 728, 545, 845]
classified-ad: ભાડે આપવાની છે. ઓફિસ, 92 સ્કવેર ફૂટ, ફર્નિશ્ડ સાથે, નવરંગપુરા, સીજી રોડ. બપોરે 2 થી 5 માં સંપર્ક- 8780650331: [558, 1166, 715, 1235]
classified-ad: તાત્કાલિક વેચવાનો છે 2 બેડનો ફ્લેટ વિદેશ જવાનું હોવાથી, રાધે કોમ્પ્લેક્સ, વેજલપુર. 8320710339: [1408, 1604, 1566, 1673]
classified-ad: વેચવાનો છે પ્લોટ, બંગલો લાયક, 400 વાર, માણેકબાગ, આંબાવાડી. 9510175514: [728, 1619, 885, 1671]
column-5: [728, 248, 890, 2245]
classified-ad: ભાડે આપવાની છે ઓફિસ 495 ફૂટ ફુલી ફર્નિશ્ડ, સીજી રોડ 9898014849: [217, 435, 375, 488]
category-heading: ભાડે આપવાનું છે: [217, 406, 375, 430]
classified-ad: ભાડે જોઈએ છે ફ્લેટ 2/ 3 બેડ પાલડી Space Unlimited 8156001166: [1238, 803, 1396, 856]
classified-ad: વેચવાનો છે ઓફિસ, 700 ફૂટ, ઓએસિસ એવન્યુ, ઈન્કમટેક્ષ, આશ્રમરોડ. 9825900077: [47, 449, 205, 502]
classified-ad: વેચવાનો છે બંગલો 1300 વાર ફુલ્લી ફર્નિશ્ડ આંબાવાડી. 9428505111: [728, 1959, 885, 2012]
location-heading: વાસણા: [1238, 1748, 1396, 1775]
column-9: [1408, 248, 1571, 2245]
location-heading: જીવરાજપાર્ક-વેજલપુર: [1408, 1303, 1566, 1331]
classified-ad: વેચવાનો છે ફ્લેટ- પંકજ સોસાયટી, ભઠ્ઠા, પાલડી- દલાલ માફ (M) 9428804546: [897, 1886, 1055, 1939]
classified-ad: તાત્કાલિક ભાડે જોઈએ છે ફ્લેટ, નવરંગપુરા, નારણપુરા, આંબાવાડી, મીઠાખળી. 9824029059: [558, 414, 715, 482]
promo-line2: NA. FP. સિંગલ ટચ: [758, 742, 855, 756]
classified-ad: For Sell Showroom, 1400 Sq Ft, Sun West Bank, Ashramroad, Broker. 9825415296: [47, 657, 205, 726]
classified-ad: વેચવાનો છે ફ્લેટ 2 B H K, આશ્રમરોડ. મો. 7435013036: [47, 317, 205, 353]
classified-ad: On Rent, Showroom, Venus Stratum, Nehrunagar, Ambawadi, Laxmi Consultants- 8320595653: [897, 1101, 1055, 1186]
classified-ad: વેચવાનો છે પ્લોટ 710 વાર આંબાવાડી. 9909998637 The Real Estate Connect: [728, 1081, 885, 1134]
classified-ad: વેચવાનો છે 4 B H K ફ્લેટ 322 Sq Yard પોલીટેકનિક પાછળ આંબાવાડી 6355426009- 9925074211: [728, 317, 885, 402]
registration-dot: [1032, 2226, 1047, 2241]
classified-ad: વેચવાનો છે 5050 સ્કેવર ફીટનો ફ્લેટ, ચાર બેડરૂમ, ટેરેસ્ટ સાથે શાંતિવન ચારરસ્તાથી નજીક, પાલડી. 9825161179.: [897, 1695, 1055, 1764]
category-heading: વેચવાનું છે: [1238, 1779, 1396, 1804]
category-heading: વેચવાનું છે: [47, 287, 205, 312]
classified-ad: ભાડે/ વેચાણ આપવાનો છે ફ્લેટ 4 બેડ હોલ કિચન પંચવટી આંબાવાડી 9428410537: [897, 952, 1055, 1005]
registration-marks: [40, 2219, 1578, 2247]
classified-ad: ભાડે આપવાનો છે ફ્લેટ નવરંગપુરા 9724519748: [558, 1124, 715, 1160]
classified-ad: વેચવાનો છે 3 B H K, ફ્લેટ, લક્ઝુરિયસ, 1 કાર પાર્કિંગ સાથે, જૈન દેરાસરવાળી બિલ્ડીંગમાં, River front View, પંકજ સોસાયટી, પાલડી. 9727805500, 7383317501: [1067, 1626, 1225, 1743]
category-heading: ભાડે આપવાનું છે: [558, 1436, 715, 1461]
classified-ad: વેચવા ની છે ઓફિસ 475 ફૂટ, ગ્રાઉન્ડ ફ્લોર, સેમીફર્નિશ્ડ, ફુલી ફર્નિશ્ડ, ઈન્ડ્રી, સ્ટોર, પાર્કિંગ સાથે, સીજી રોડ, 98258 41411: [47, 1604, 205, 1689]
classified-ad: અર્જન્ટ વેચાણ જોઈએ છે બંગલો 500થી 1500 વાર, કોર્પોરેટ હાઉસ તથા હોસ્ટેલ લાયક, નવરંગપુરા, આંબાવાડી, એલિસબ્રિજ, ઉસ્માનપુરા. 9376260602: [387, 1901, 545, 2003]
classified-ad: ભાડે આપવાનો છે Flat, 3 બેડરૂમ, સુભીપુરા વિકાસગૃહ, ભઠ્ઠા, પાલડી. 9909910209: [1238, 1380, 1396, 1433]
classified-ad: અર્જન્ટ વેચવાનો છે સ્વતંત્ર પ્લોટ 850 વાર, 40 ફૂટ રોડ, કોર્પોરેટ હાઉસ તથા હોસ્ટેલ લાયક, સ્વસ્તિક ચારરસ્તા પાસે, નવરંગપુરા. 9376260602, 9723004774: [387, 563, 545, 664]
classified-ad: વેચવાનો છે ફ્લેટ 3 BHK કોર્નર- બ્રોકર હિતેશભાઈ શાહ- 9408293313: [897, 1828, 1055, 1881]
category-heading: ભાડે જોઈએ છે: [217, 253, 375, 278]
column-6: [897, 248, 1060, 2245]
registration-dot: [571, 2226, 586, 2241]
classified-ad: વેચવાની છે ઓફિસ ફ્લેટ 4 બેડ હોલ કિચન કોમર્સ સિક્સ રોડ નવરંગપુરા 7990266741: [387, 1191, 545, 1244]
classified-ad: અર્જન્ટ વેચવાનો છે બંગલો સ્વતંત્ર 405 વાર પ્લોટ, પાંચ માળ બાંધકામ, 40 ફૂટ રોડ, હોસ્ટેલ, કોર્પોરેટ હાઉસ લાયક, ઘંઘા કોઠી પાસે HL કોલેજ રોડ, નવરંગપુરા. 9376260602, 9723004774: [387, 440, 545, 557]
registration-dot: [1563, 2226, 1578, 2241]
classified-ad: વેચવાનો છે ફ્લેટ 3 B H K, ભીમનાથ મહાદેવ રોડ, ધરણીધર, પાલડી. M. 9426002073: [1067, 589, 1225, 641]
classified-ad: વેચવાનો છે ફુલ્લી ફર્નિશ્ડ ઓફિસ. 1400 સ્કેવર ફીટ. બે એલોટેડ કાર પાર્કિંગ. જલાલાની રેસ્ટોરન્ટ- યુનિવર્સિટી રોડ, આંબાવાડી. 9825161179.: [728, 605, 885, 690]
classified-ad: વેચવાનો છે ફ્લેટ 3 B H K, Luxurious, કાર પાર્કિંગ સાથે, પરિમલ જૈન દેરાસર પાસે, આંબાવાડી. 6357888081: [897, 579, 1055, 648]
category-heading: જોઈએ છે: [47, 2052, 205, 2076]
classified-ad: વેચવાનો છે ફ્લેટ 3 B H K જૈન દેરાસર નજીક, રાજનગર પાલડી. 9824046236: [897, 1637, 1055, 1689]
classified-ad: વેચવાની છે. જગ્યા, 1050 Sq. Ft., ફર્નિશ્ડ, ઓફિસ, ક્લીનીક લાયક, પાલડી- 9898085208: [897, 1770, 1055, 1822]
classified-ad: જોઈએ છે પ્લોટ 1000- 2000 વાર ફર્નિશ્ડ આંબાવાડી વસ ત્રાપુર ગુલબાઈ ટેકરા હુ રોડ પાંજરા પોળ બ્રોકર 6351715599: [897, 683, 1055, 752]
classified-ad: ભાડે આપવાની છે ઓફિસ 4700 ફૂટ, ફર્નિશ્ડ, શૈલ મોલ સીજી રોડ. 9974940011: [217, 749, 375, 802]
classified-ad: વેચવાનો છે બંગલો, 400 વાર પ્લોટ સારું લોકેશન, પાલડી. 9825040398: [1067, 647, 1225, 700]
classified-ad: વેચવાનો છે બંગલો, 1200 વાર, નવરંગપુરા, દલાલ માફ- 6355050168: [217, 2156, 375, 2209]
classified-ad: વેચવાનો છે ફ્લેટ, 2 BHK, બગીચા પાછળ, ન્યુ નગર, આંબાવાડી. 9327093801: [728, 1677, 885, 1730]
classified-ad: ભાડે જોઈએ છે. ઓફિસ, 500 ફૂટ, નવરંગપુરા- મીઠાખળી- મ્યુનિસિપલિટી. M. 9624088088: [387, 2171, 545, 2239]
classified-ad: વેચવાનો છે ફ્લેટ બંગલા જેવો 4 બેડરૂમનો નવરંગપુરા પ્રાઈમ લોકેશન 6355791759: [387, 1000, 545, 1053]
category-heading: વેચવાનું છે: [897, 1342, 1055, 1366]
classified-ad: ભાડે આપવાનો છે શોરૂમ, પંચવટી, સીજી રોડ. 9974940011: [217, 808, 375, 860]
location-heading: પાલડી: [897, 1310, 1055, 1337]
classified-ad: વેચવાનો છે ફ્લેટ 3 બેડ જૈનનગર પાલડી બ્રોકર- 9904881294: [1067, 1493, 1225, 1545]
registration-dot: [1516, 2226, 1531, 2241]
classified-ad: ભાડે આપવાની છે દુકાન ફુલ ફર્નિશ્ડ, 215 સ્કવેર ફૂટ, સંપૂર્ણ ફર્નિશ, પાલડી. 9427029592: [1238, 1614, 1396, 1666]
classified-ad: ભાડે આપવાનો છે ફ્લેટ 3 બેડ, લૉ ગાર્ડન, એલિસબ્રિજ. 9824056344: [558, 1630, 715, 1683]
classified-ad: વેચવાનો છે ફ્લેટ, 2 BHK, વિજય ચાર રસ્તા, નવરંગપુરા. 7600666999: [217, 2098, 375, 2150]
classified-ad: ભાડે આપવાનો છે ફ્લેટ 2 બેડરૂમ હોલ કિચન, ફર્નિશ્ડ, સ્ટુડન્ટ લાયક. ઓડ સીજી રોડ, નવરંગપુરા. 9825078373, 9725078373: [558, 900, 715, 985]
classified-ad: ભાડે આપવાનો છે ફ્લેટ 2 બેડરૂમ હોલ કિચન બીજો માળ ધ્રુવ પાર્ક ફકત ફેમિલી. વેજલપુર. 8849074225: [1408, 1874, 1566, 1942]
classified-ad: વેચવાનો છે ફ્લેટ, 3 B H K, માધવમાં, પ્રજાપતિ ગાર્ડન પાસે, વાસણા. 9427400974: [1238, 1900, 1396, 1952]
classified-ad: ભાડે આપવાની છે ઓફિસ, 200 ફૂટ, ફર્નિશ્ડ, ટાઉન હોલ પાસે. 9638754922: [558, 1465, 715, 1518]
classified-ad: વેચવાનો છે બંગલા લાયક પ્લોટ 250 વાર પંકજ સોસાયટી ભઠ્ઠા પાલડી 9316739531 દલાલ માફ: [1067, 1940, 1225, 2009]
registration-dot: [1078, 2226, 1093, 2241]
classified-ad: ભાડે આપવા નું છે મકાન, 3 બેડ ફુલ ફર્નિશ્ડ, પાલડી માં, દલાલ માફ. વિશાલભાઈ- 83209 32957: [1238, 965, 1396, 1034]
classified-ad: વેચવાનો છે બંગલો 210 વારનો પ્લોટ દેરાસર પાસે પાલડી 9904520322 (દલાલ માફ): [1067, 1360, 1225, 1413]
category-heading: વેચવાનું છે: [217, 1582, 375, 1607]
classified-ad: For Rent Pent House, 3 Bed Room, 245 Sq. yard, D/ 1401, Sarans Ambiance, Opp. Pujan Flat, Near Jivraj Hospital, Jivraj Park. 99251 91939: [1408, 2007, 1566, 2124]
classified-ad: ભાડે આપવાનું છે ટેનામેન્ટ 2 B H K, ધરણીધર દેરાસર પાસે, વાસણા. 9898171744: [1408, 1095, 1566, 1147]
classified-ad: વેચવાનો છે પ્લોટ 800 વાર જૈન દેરાસર પાસે નવરંગપુરા 9924128343: [387, 323, 545, 376]
classified-ad: વેચવાનો છે ફ્લેટ બે બેડ રૂમ બીજો માળ આર્કાઈન્ડ કાંશ વાસણા. 8320966051, 9979892362: [1408, 339, 1566, 408]
classified-ad: વેચવાનો છે. Duplex ફ્લેટ, 3 B H K, Ground Floor, શાંતિનગર દેરાસરની બાજુમાં, ઉસ્માનપુરા, આશ્રમ રોડ. 9879008870: [47, 897, 205, 982]
